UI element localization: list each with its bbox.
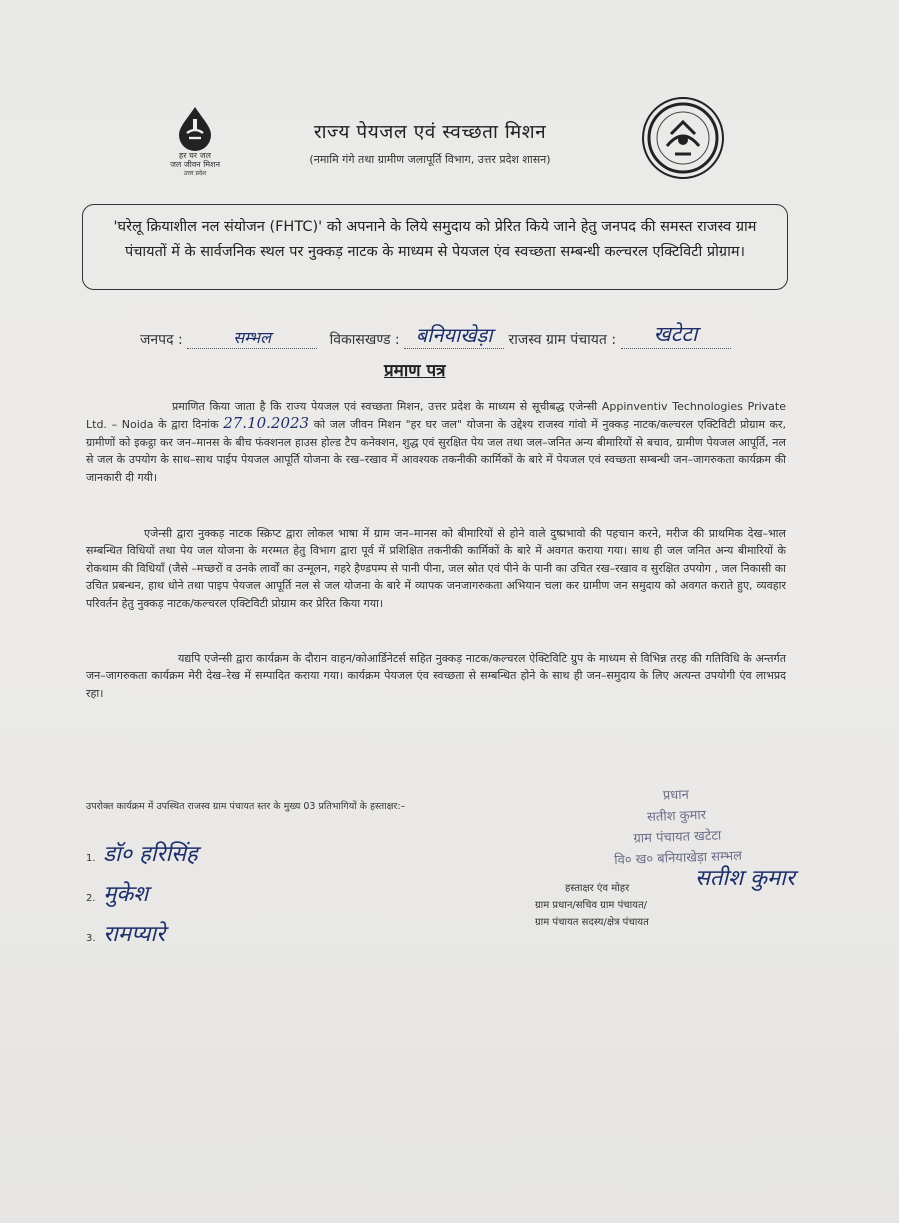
stamp-line-4: वि० ख० बनियाखेड़ा सम्भल	[614, 848, 743, 869]
header-subtitle: (नमामि गंगे तथा ग्रामीण जलापूर्ति विभाग, उत्तर प्रदेश शासन)	[309, 153, 551, 166]
signatory-role-line-1: ग्राम प्रधान/सचिव ग्राम पंचायत/	[535, 900, 648, 911]
stamp-line-2: सतीश कुमार	[646, 807, 707, 826]
header	[250, 118, 610, 167]
uttar-pradesh-government-seal-icon	[641, 96, 725, 180]
block-value: बनियाखेड़ा	[404, 321, 504, 349]
program-description-box: 'घरेलू क्रियाशील नल संयोजन (FHTC)' को अपनाने के लिये समुदाय को प्रेरित किये जाने हेतु जनपद की समस्त राजस्व ग्राम पंचायतों में के सार्वजनिक स्थल पर नुक्कड़ नाटक के माध्यम से पेयजल एंव स्वच्छता सम्बन्धी कल्चरल एक्टिविटी प्रोग्राम।	[82, 204, 788, 290]
water-drop-logo-icon	[175, 105, 215, 151]
stamp-line-3: ग्राम पंचायत खटेटा	[633, 828, 722, 847]
header-title: राज्य पेयजल एवं स्वच्छता मिशन	[313, 121, 547, 143]
witness-1-signature: डॉ० हरिसिंह	[103, 842, 198, 867]
up-government-seal	[641, 96, 725, 180]
paragraph-1-intro: प्रमाणित किया जाता है कि राज्य पेयजल एवं स्वच्छता मिशन, उत्तर प्रदेश के माध्यम से सूचीबद्ध एजेन्सी Appinventiv Technologies Private Ltd. – Noida के द्वारा दिनांक	[86, 400, 786, 432]
paragraph-1-body: को जल जीवन मिशन "हर घर जल" योजना के उद्देश्य राजस्व गांवो में नुक्कड़ नाटक/कल्चरल एक्टिविटी प्रोग्राम कर, ग्रामीणों को इकट्ठा कर जन–मानस के बीच फंक्शनल हाउस होल्ड टैप कनेक्शन, शुद्ध एवं सुरक्षित पेय जल तथा जल–जनित अन्य बीमारियों से बचाव, ग्रामीण पेयजल आपूर्ति, नल से जल के उपयोग के साथ–साथ पाईप पेयजल आपूर्ति योजना के रख–रखाव में आवश्यक तकनीकी कार्मिकों के बारे में पेयजल एवं स्वच्छता सम्बन्धी जन–जागरुकता कार्यक्रम की जानकारी दी गयी।	[86, 418, 787, 484]
logo-text-1: हर घर जल	[179, 151, 211, 160]
district-value: सम्भल	[187, 326, 317, 349]
pradhan-signature: सतीश कुमार	[695, 866, 795, 891]
witness-intro: उपरोक्त कार्यक्रम में उपस्थित राजस्व ग्राम पंचायत स्तर के मुख्य 03 प्रतिभागियों के हस्ताक्षर:–	[86, 801, 406, 812]
witness-3	[86, 918, 165, 948]
signature-block	[535, 866, 865, 931]
pradhan-stamp	[581, 782, 774, 873]
stamp-line-1: प्रधान	[662, 787, 690, 804]
paragraph-3: यद्यपि एजेन्सी द्वारा कार्यक्रम के दौरान वाहन/कोआर्डिनेटर्स सहित नुक्कड़ नाटक/कल्चरल ऐक्टिविटि ग्रुप के माध्यम से विभिन्न तरह की गतिविधि के अन्तर्गत जन–जागरुकता कार्यक्रम मेरी देख–रेख में सम्पादित कराया गया। कार्यक्रम पेयजल एंव स्वच्छता से सम्बन्धित होने के साथ ही जन–समुदाय के लिए अत्यन्त उपयोगी एंव लाभप्रद रहा।	[86, 652, 786, 700]
village-label: राजस्व ग्राम पंचायत :	[508, 332, 617, 348]
witness-1-number: 1.	[86, 853, 96, 864]
district-label: जनपद :	[140, 332, 183, 348]
witness-1	[86, 838, 198, 868]
location-fields	[140, 320, 820, 349]
har-ghar-jal-logo	[160, 105, 230, 178]
witness-2	[86, 878, 148, 908]
witness-3-signature: रामप्यारे	[103, 922, 166, 947]
certificate-title: प्रमाण पत्र	[384, 361, 446, 381]
program-date: 27.10.2023	[223, 414, 310, 433]
village-value: खटेटा	[621, 320, 731, 349]
paragraph-1	[86, 398, 786, 486]
witness-2-number: 2.	[86, 893, 96, 904]
paragraph-2: एजेन्सी द्वारा नुक्कड़ नाटक स्क्रिप्ट द्वारा लोकल भाषा में ग्राम जन–मानस को बीमारियों से होने वाले दुष्प्रभावो की पहचान करने, मरीज की प्राथमिक देख–भाल सम्बन्धित विधियों तथा पेय जल योजना के मरम्मत हेतु विभाग द्वारा पूर्व में प्रशिक्षित तकनीकी कार्मिकों के बारे में अवगत कराया गया। साथ ही जल जनित अन्य बीमारियों के रोकथाम की विधियाँ (जैसे –मच्छरों व उनके लार्वों का उन्मूलन, गहरे हैण्डपम्प से पानी पीना, जल स्रोत एवं पीने के पानी का उचित रख–रखाव व सुरक्षित उपयोग , जल निकासी का उचित प्रबन्धन, हाथ धोने तथा पाइप पेयजल आपूर्ति नल से जल योजना के बारे में व्यापक जनजागरुकता अभियान चला कर ग्रामीण जन समुदाय को अवगत कराते हुए, व्यवहार परिवर्तन हेतु नुक्कड़ नाटक/कल्चरल एक्टिविटी प्रोग्राम कर प्रेरित किया गया।	[86, 527, 786, 610]
witness-3-number: 3.	[86, 933, 96, 944]
signature-label: हस्ताक्षर एंव मोहर	[565, 883, 630, 894]
logo-text-3: उत्तर प्रदेश	[183, 170, 207, 177]
signatory-role-line-2: ग्राम पंचायत सदस्य/क्षेत्र पंचायत	[535, 917, 649, 928]
logo-text-2: जल जीवन मिशन	[169, 160, 221, 169]
witness-2-signature: मुकेश	[103, 882, 149, 907]
block-label: विकासखण्ड :	[329, 332, 400, 348]
